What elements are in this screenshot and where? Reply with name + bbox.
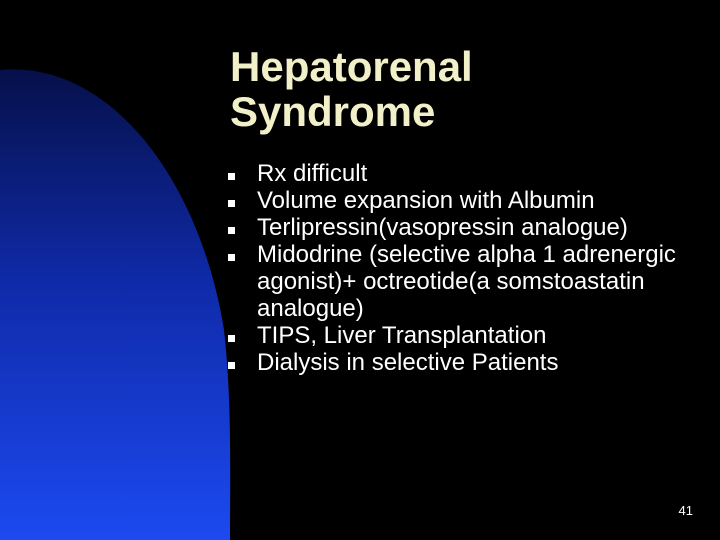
square-bullet-icon [228,200,235,207]
square-bullet-icon [228,227,235,234]
bullet-text: Rx difficult [257,160,368,187]
title-line-2: Syndrome [230,88,436,135]
bullet-item [228,241,708,322]
bullet-text: Midodrine (selective alpha 1 adrenergic agonist)+ octreotide(a somstoastatin analogue) [257,241,676,322]
square-bullet-icon [228,254,235,261]
bullet-item [228,322,708,349]
title-line-1: Hepatorenal [230,43,473,90]
bullet-item [228,187,708,214]
square-bullet-icon [228,335,235,342]
page-number: 41 [678,503,693,518]
bullet-item [228,349,708,376]
bullet-item [228,214,708,241]
bullet-list [228,160,708,376]
square-bullet-icon [228,173,235,180]
bullet-text: Dialysis in selective Patients [257,349,559,376]
bullet-item [228,160,708,187]
bullet-text: Terlipressin(vasopressin analogue) [257,214,628,241]
bullet-text: Volume expansion with Albumin [257,187,595,214]
square-bullet-icon [228,362,235,369]
slide-title [230,44,473,134]
bullet-text: TIPS, Liver Transplantation [257,322,547,349]
